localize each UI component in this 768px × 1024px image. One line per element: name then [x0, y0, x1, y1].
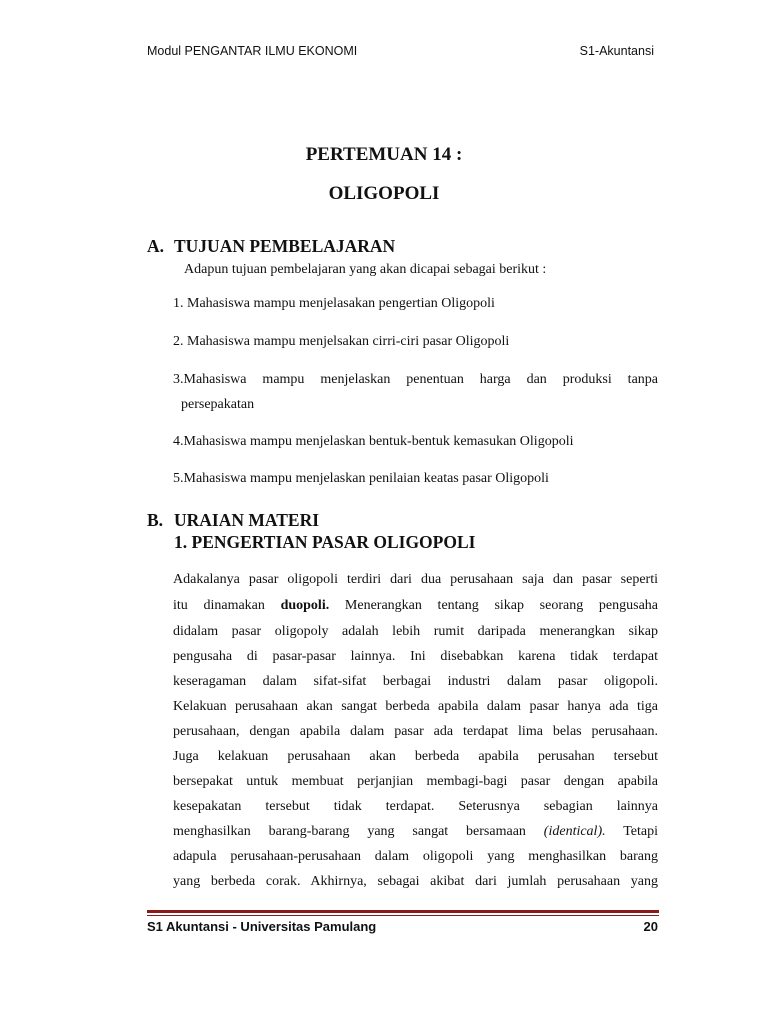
- para-line: [173, 824, 658, 840]
- para-line: adapula perusahaan-perusahaan dalam oligopoli yang menghasilkan barang: [173, 849, 658, 864]
- section-a-letter: A.: [147, 236, 165, 256]
- para-line: bersepakat untuk membuat perjanjian membagi-bagi pasar dengan apabila: [173, 774, 658, 789]
- objective-item-3-cont: persepakatan: [181, 397, 255, 412]
- running-header-right: S1-Akuntansi: [579, 44, 654, 58]
- para-line: yang berbeda corak. Akhirnya, sebagai akibat dari jumlah perusahaan yang: [173, 874, 658, 889]
- section-a-intro: Adapun tujuan pembelajaran yang akan dicapai sebagai berikut :: [184, 262, 547, 277]
- para-line: keseragaman dalam sifat-sifat berbagai industri dalam pasar oligopoli.: [173, 674, 658, 689]
- para-line: Juga kelakuan perusahaan akan berbeda apabila perusahan tersebut: [173, 749, 658, 764]
- chapter-subtitle: OLIGOPOLI: [328, 183, 440, 204]
- running-header-left: Modul PENGANTAR ILMU EKONOMI: [147, 44, 358, 58]
- term-duopoli: duopoli.: [280, 598, 330, 613]
- section-a-heading: TUJUAN PEMBELAJARAN: [174, 236, 396, 256]
- objective-item-1: 1. Mahasiswa mampu menjelasakan pengertian Oligopoli: [173, 296, 495, 311]
- para-line: Kelakuan perusahaan akan sangat berbeda apabila dalam pasar hanya ada tiga: [173, 699, 658, 714]
- para-line: didalam pasar oligopoly adalah lebih rumit daripada menerangkan sikap: [173, 624, 658, 639]
- objective-item-5: 5.Mahasiswa mampu menjelaskan penilaian keatas pasar Oligopoli: [173, 471, 549, 486]
- objective-item-2: 2. Mahasiswa mampu menjelsakan cirri-ciri pasar Oligopoli: [173, 334, 510, 349]
- para-line: kesepakatan tersebut tidak terdapat. Seterusnya sebagian lainnya: [173, 799, 658, 814]
- term-identical: (identical).: [543, 824, 606, 839]
- para-text: Tetapi: [605, 824, 659, 839]
- section-b-subheading: 1. PENGERTIAN PASAR OLIGOPOLI: [174, 532, 476, 552]
- footer-rule-thick: [147, 910, 659, 913]
- para-line: pengusaha di pasar-pasar lainnya. Ini disebabkan karena tidak terdapat: [173, 649, 658, 664]
- para-text: Menerangkan tentang sikap seorang pengusaha: [329, 598, 658, 613]
- objective-item-4: 4.Mahasiswa mampu menjelaskan bentuk-bentuk kemasukan Oligopoli: [173, 434, 574, 449]
- para-line: perusahaan, dengan apabila dalam pasar ada terdapat lima belas perusahaan.: [173, 724, 658, 739]
- section-b-letter: B.: [147, 510, 164, 530]
- page-number: 20: [643, 919, 658, 934]
- footer-institution: S1 Akuntansi - Universitas Pamulang: [147, 919, 377, 934]
- chapter-title: PERTEMUAN 14 :: [305, 144, 463, 165]
- para-text: menghasilkan barang-barang yang sangat bersamaan: [173, 824, 544, 839]
- footer-rule-thin: [147, 915, 659, 916]
- para-line: Adakalanya pasar oligopoli terdiri dari dua perusahaan saja dan pasar seperti: [173, 572, 658, 587]
- section-b-heading: URAIAN MATERI: [174, 510, 320, 530]
- para-line: [173, 598, 658, 614]
- objective-item-3: 3.Mahasiswa mampu menjelaskan penentuan harga dan produksi tanpa: [173, 372, 658, 387]
- para-text: itu dinamakan: [173, 598, 281, 613]
